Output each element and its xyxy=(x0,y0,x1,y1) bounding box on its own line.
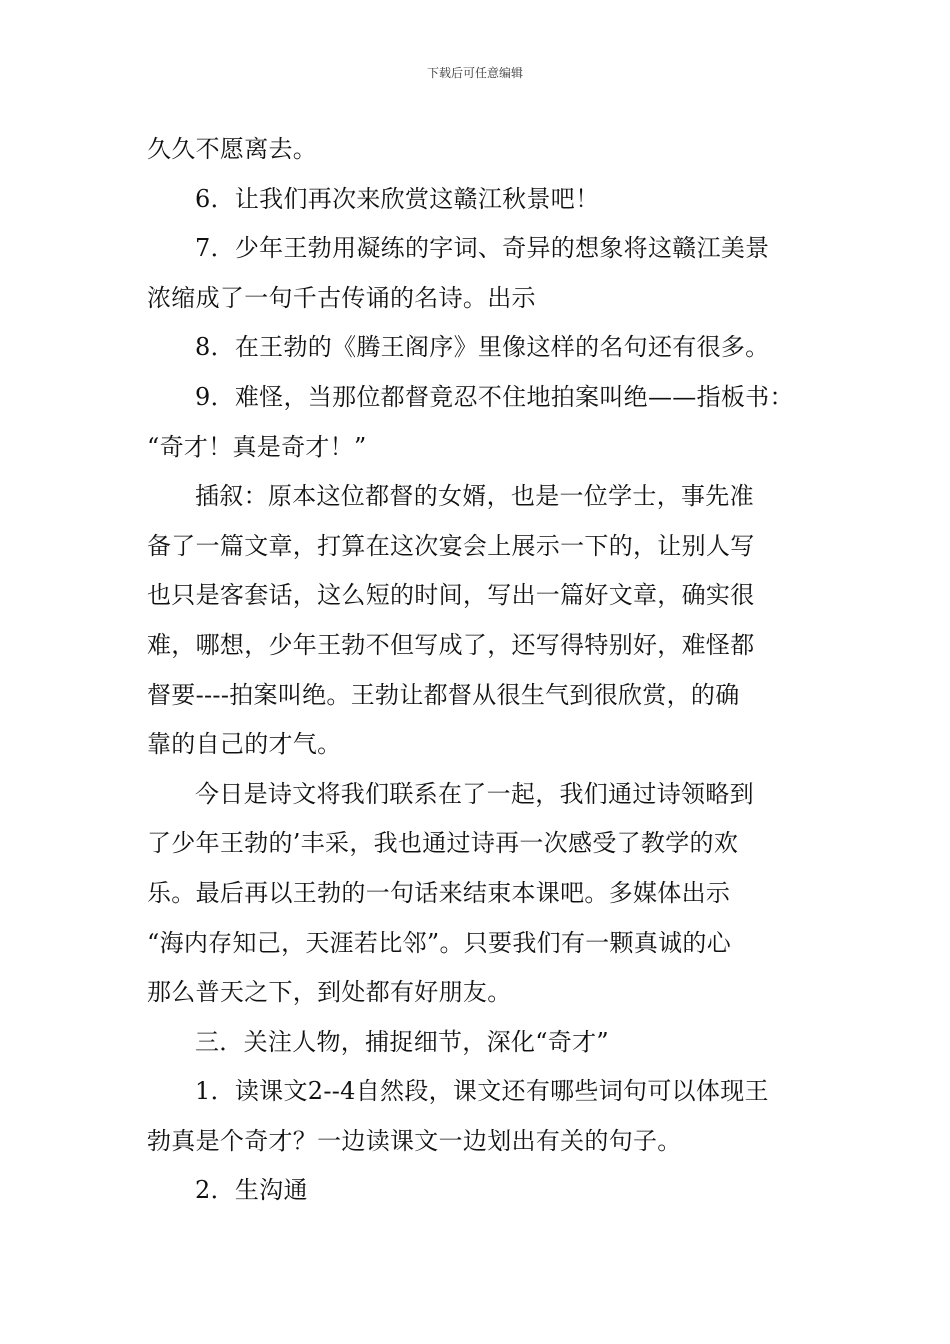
text-line: 2．生沟通 xyxy=(195,1176,308,1205)
text-line: 插叙：原本这位都督的女婿，也是一位学士，事先准 xyxy=(195,482,754,511)
text-line: 难，哪想，少年王勃不但写成了，还写得特别好，难怪都 xyxy=(147,630,755,659)
document-body xyxy=(147,125,811,1216)
text-line: 督要----拍案叫绝。王勃让都督从很生气到很欣赏，的确 xyxy=(147,680,740,709)
text-line: 乐。最后再以王勃的一句话来结束本课吧。多媒体出示 xyxy=(147,878,731,907)
text-line: 今日是诗文将我们联系在了一起，我们通过诗领略到 xyxy=(195,779,754,808)
text-line: 9．难怪，当那位都督竟忍不住地拍案叫绝——指板书： xyxy=(195,382,794,411)
text-line: 备了一篇文章，打算在这次宴会上展示一下的，让别人写 xyxy=(147,531,755,560)
text-line: 7．少年王勃用凝练的字词、奇异的想象将这赣江美景 xyxy=(195,234,770,263)
text-line: 久久不愿离去。 xyxy=(147,135,318,163)
text-line: “奇才！真是奇才！” xyxy=(147,432,367,461)
text-line: 浓缩成了一句千古传诵的名诗。出示 xyxy=(147,283,536,312)
text-line: 6．让我们再次来欣赏这赣江秋景吧！ xyxy=(195,184,600,213)
text-line: 那么普天之下，到处都有好朋友。 xyxy=(147,978,512,1007)
text-line: 8．在王勃的《腾王阁序》里像这样的名句还有很多。 xyxy=(195,333,770,362)
text-line: 了少年王勃的’丰采，我也通过诗再一次感受了教学的欢 xyxy=(147,829,739,858)
text-line: 也只是客套话，这么短的时间，写出一篇好文章，确实很 xyxy=(147,581,755,610)
text-line: 勃真是个奇才？一边读课文一边划出有关的句子。 xyxy=(147,1126,682,1155)
page-header: 下载后可任意编辑 xyxy=(426,66,523,80)
text-line: “海内存知己，天涯若比邻”。只要我们有一颗真诚的心 xyxy=(147,928,732,957)
text-line: 1．读课文2--4自然段，课文还有哪些词句可以体现王 xyxy=(195,1077,769,1106)
text-line: 靠的自己的才气。 xyxy=(147,730,342,759)
text-line: 三．关注人物，捕捉细节，深化“奇才” xyxy=(195,1027,609,1056)
